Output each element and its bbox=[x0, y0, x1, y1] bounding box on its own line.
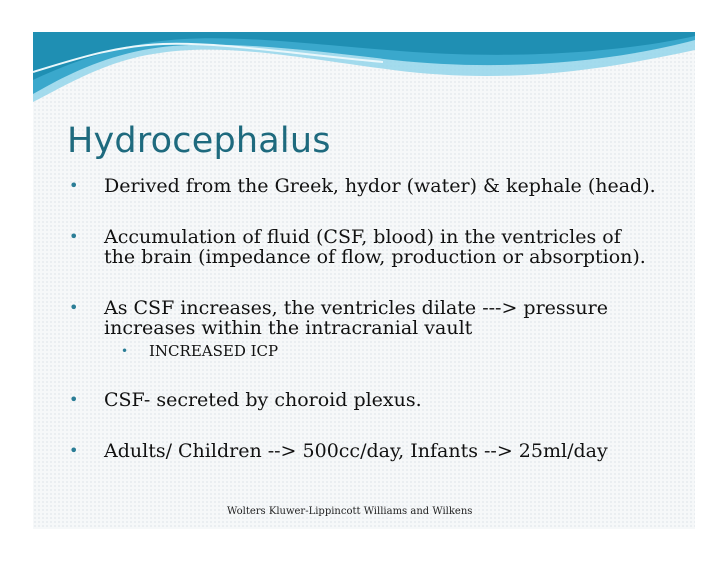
bullet-text: Derived from the Greek, hydor (water) & kephale (head). bbox=[104, 175, 656, 197]
sub-bullet-text: INCREASED ICP bbox=[149, 342, 279, 360]
slide-title: Hydrocephalus bbox=[67, 121, 331, 161]
bullet-dot: • bbox=[69, 176, 79, 195]
bullet-text: Accumulation of fluid (CSF, blood) in the ventricles of bbox=[104, 226, 621, 248]
bullet-text: the brain (impedance of flow, production or absorption). bbox=[104, 246, 646, 268]
bullet-text: CSF- secreted by choroid plexus. bbox=[104, 389, 422, 411]
bullet-dot: • bbox=[69, 298, 79, 317]
bullet-text: As CSF increases, the ventricles dilate ---> pressure bbox=[104, 297, 608, 319]
slide-footer: Wolters Kluwer-Lippincott Williams and Wilkens bbox=[227, 506, 473, 517]
bullet-text: Adults/ Children --> 500cc/day, Infants --> 25ml/day bbox=[104, 440, 608, 462]
bullet-text: increases within the intracranial vault bbox=[104, 317, 473, 339]
header-wave-decoration bbox=[33, 32, 695, 132]
bullet-dot: • bbox=[121, 344, 129, 358]
slide bbox=[33, 32, 695, 529]
bullet-dot: • bbox=[69, 227, 79, 246]
bullet-dot: • bbox=[69, 441, 79, 460]
bullet-dot: • bbox=[69, 390, 79, 409]
